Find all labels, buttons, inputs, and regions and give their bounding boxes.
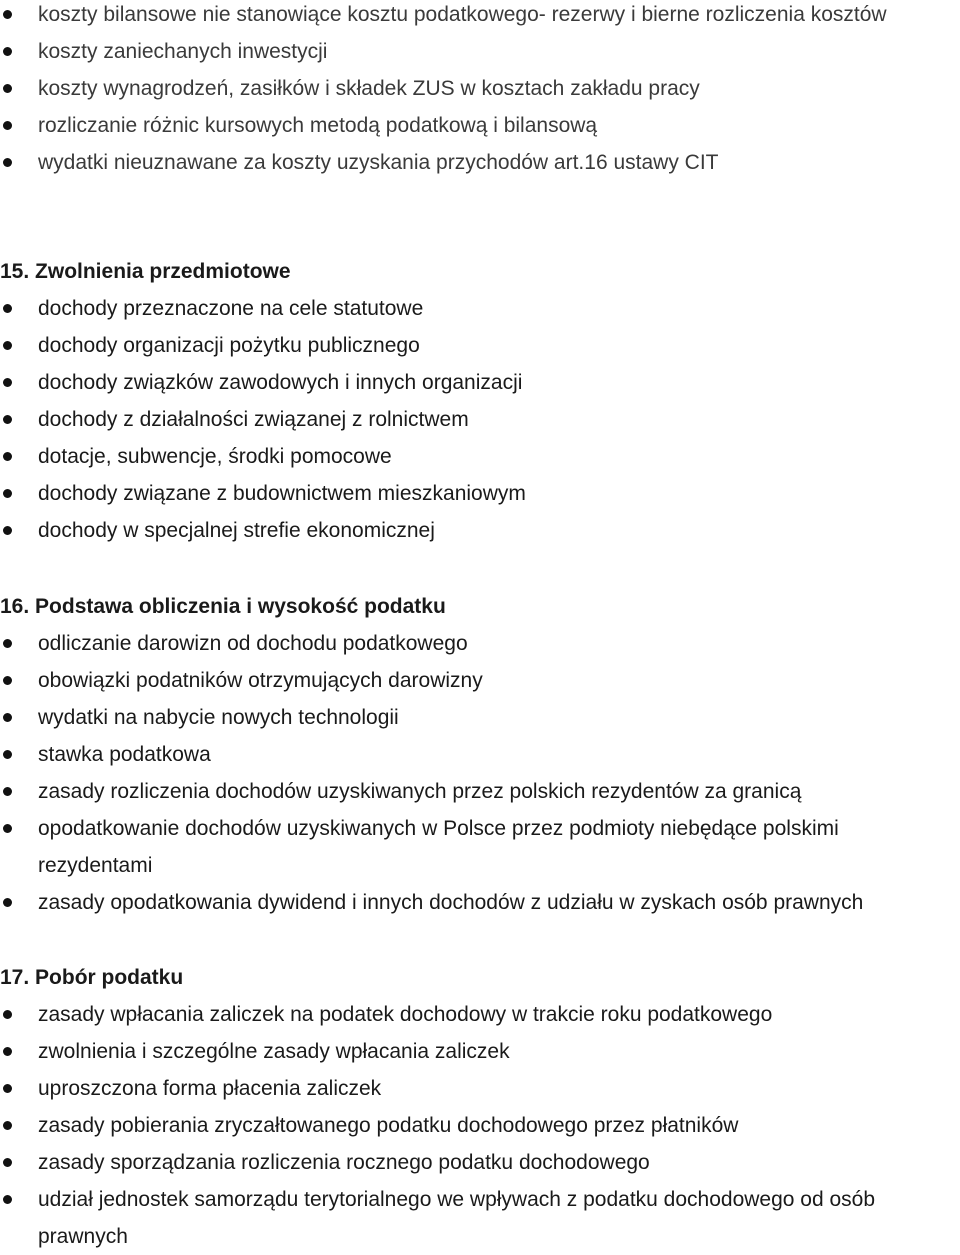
- section-heading: 17. Pobór podatku: [0, 966, 184, 989]
- list-item: wydatki na nabycie nowych technologii: [0, 699, 958, 736]
- list-item: obowiązki podatników otrzymujących darowizny: [0, 662, 958, 699]
- list-item: dochody z działalności związanej z rolnictwem: [0, 401, 526, 438]
- list-item: opodatkowanie dochodów uzyskiwanych w Polsce przez podmioty niebędące polskimi rezydentami: [0, 810, 958, 884]
- list-item: zwolnienia i szczególne zasady wpłacania zaliczek: [0, 1033, 958, 1070]
- list-item: wydatki nieuznawane za koszty uzyskania przychodów art.16 ustawy CIT: [0, 144, 958, 181]
- list-item: uproszczona forma płacenia zaliczek: [0, 1070, 958, 1107]
- list-item: rozliczanie różnic kursowych metodą podatkową i bilansową: [0, 107, 958, 144]
- list-item: koszty wynagrodzeń, zasiłków i składek ZUS w kosztach zakładu pracy: [0, 70, 958, 107]
- list-item: stawka podatkowa: [0, 736, 958, 773]
- list-item: zasady sporządzania rozliczenia rocznego podatku dochodowego: [0, 1144, 958, 1181]
- section-heading: 16. Podstawa obliczenia i wysokość podatku: [0, 595, 446, 618]
- list-item: zasady wpłacania zaliczek na podatek dochodowy w trakcie roku podatkowego: [0, 996, 958, 1033]
- list-item: dotacje, subwencje, środki pomocowe: [0, 438, 526, 475]
- section-bullet-list: [0, 996, 958, 1255]
- list-item: udział jednostek samorządu terytorialnego we wpływach z podatku dochodowego od osób prawnych: [0, 1181, 958, 1255]
- list-item: dochody organizacji pożytku publicznego: [0, 327, 526, 364]
- top-bullet-list: [0, 0, 958, 181]
- section-bullet-list: [0, 290, 526, 549]
- section-15: [0, 253, 526, 549]
- list-item: zasady opodatkowania dywidend i innych dochodów z udziału w zyskach osób prawnych: [0, 884, 958, 921]
- list-item: dochody przeznaczone na cele statutowe: [0, 290, 526, 327]
- list-item: dochody związków zawodowych i innych organizacji: [0, 364, 526, 401]
- list-item: koszty bilansowe nie stanowiące kosztu podatkowego- rezerwy i bierne rozliczenia kosztów: [0, 0, 958, 33]
- list-item: zasady rozliczenia dochodów uzyskiwanych przez polskich rezydentów za granicą: [0, 773, 958, 810]
- section-17: [0, 959, 958, 1255]
- section-heading: 15. Zwolnienia przedmiotowe: [0, 260, 291, 283]
- section-bullet-list: [0, 625, 958, 921]
- list-item: koszty zaniechanych inwestycji: [0, 33, 958, 70]
- list-item: dochody w specjalnej strefie ekonomicznej: [0, 512, 526, 549]
- section-16: [0, 588, 958, 921]
- list-item: odliczanie darowizn od dochodu podatkowego: [0, 625, 958, 662]
- list-item: zasady pobierania zryczałtowanego podatku dochodowego przez płatników: [0, 1107, 958, 1144]
- list-item: dochody związane z budownictwem mieszkaniowym: [0, 475, 526, 512]
